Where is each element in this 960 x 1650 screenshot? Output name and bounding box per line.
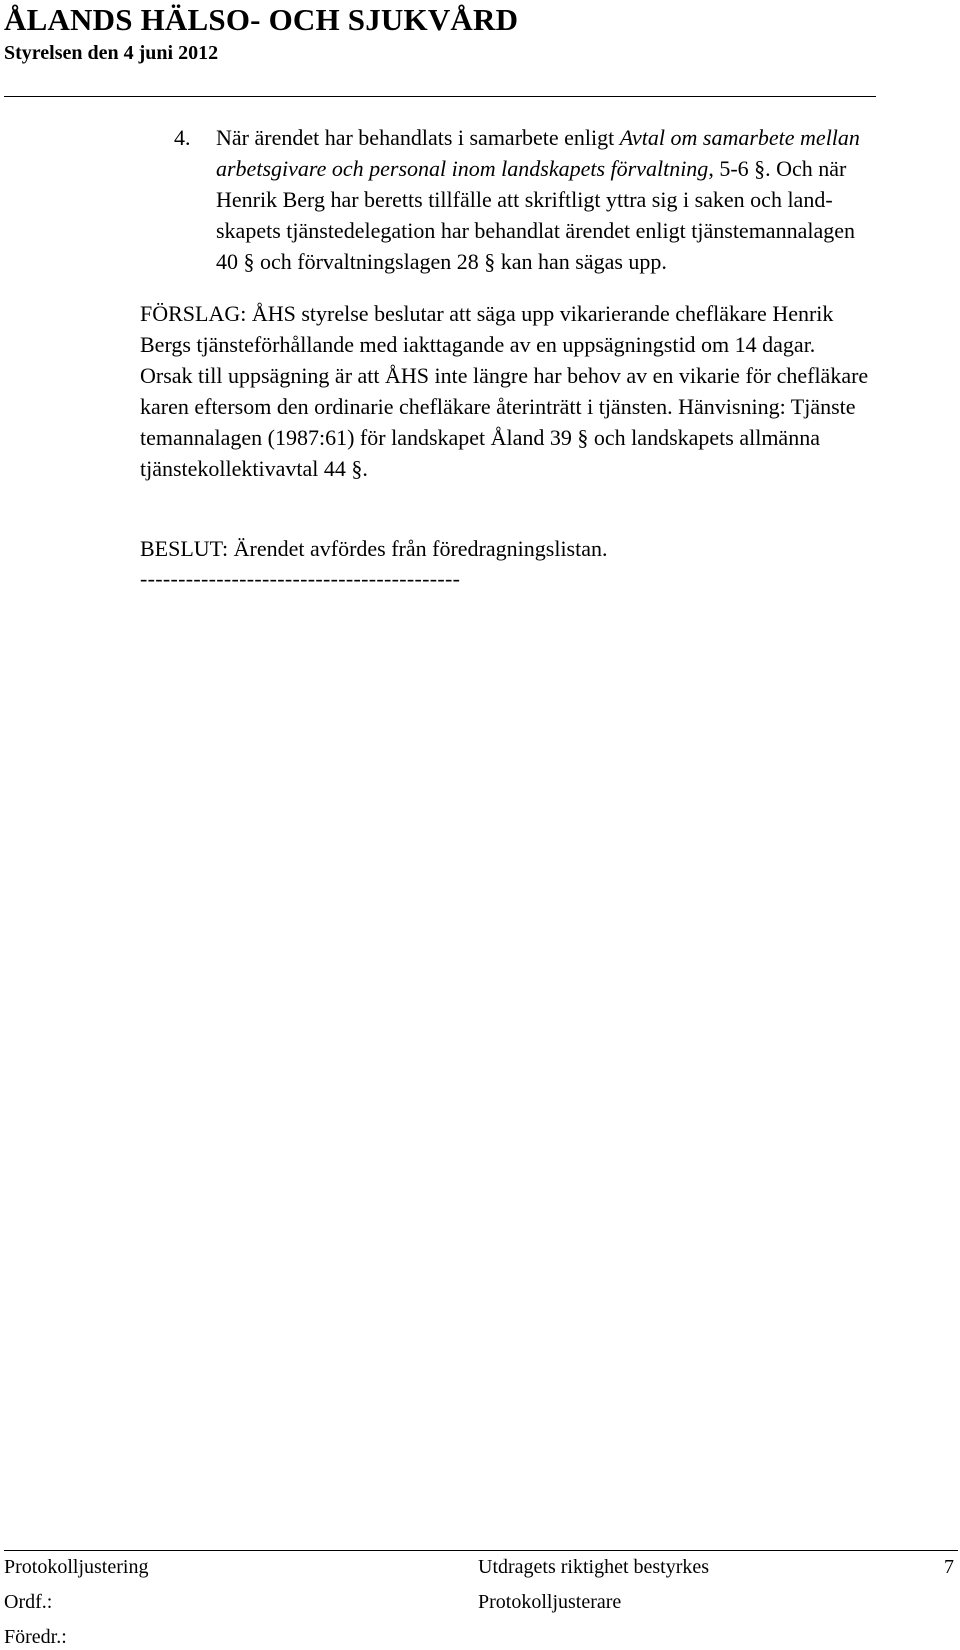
page-number: 7	[944, 1556, 954, 1578]
header-divider	[4, 96, 876, 97]
decision-text: BESLUT: Ärendet avfördes från föredragningslistan.	[140, 536, 608, 561]
meeting-date: Styrelsen den 4 juni 2012	[4, 42, 219, 64]
proposal-line-3: Orsak till uppsägning är att ÅHS inte längre har behov av en vikarie för chefläkare	[140, 363, 869, 388]
footer-foredr: Föredr.:	[4, 1626, 67, 1648]
footer-protokolljusterare: Protokolljusterare	[478, 1591, 622, 1613]
item-line-5: 40 § och förvaltningslagen 28 § kan han sägas upp.	[216, 249, 667, 274]
item-line-2	[216, 153, 846, 184]
item-line-4: skapets tjänstedelegation har behandlat ärendet enligt tjänstemannalagen	[216, 218, 855, 243]
organization-title: ÅLANDS HÄLSO- OCH SJUKVÅRD	[4, 2, 519, 37]
proposal-line-6: tjänstekollektivavtal 44 §.	[140, 456, 368, 481]
item-line-1-text: När ärendet har behandlats i samarbete enligt	[216, 125, 620, 150]
agreement-title-part-1: Avtal om samarbete mellan	[619, 125, 860, 150]
footer-protokolljustering: Protokolljustering	[4, 1556, 149, 1578]
item-line-3: Henrik Berg har beretts tillfälle att skriftligt yttra sig i saken och land-	[216, 187, 833, 212]
proposal-line-2: Bergs tjänsteförhållande med iakttagande av en uppsägningstid om 14 dagar.	[140, 332, 816, 357]
agreement-title-part-2: arbetsgivare och personal inom landskapets förvaltning	[216, 156, 709, 181]
proposal-line-1: FÖRSLAG: ÅHS styrelse beslutar att säga upp vikarierande chefläkare Henrik	[140, 301, 834, 326]
footer-utdragets-riktighet: Utdragets riktighet bestyrkes	[478, 1556, 710, 1578]
proposal-line-5: temannalagen (1987:61) för landskapet Åland 39 § och landskapets allmänna	[140, 425, 820, 450]
proposal-line-4: karen eftersom den ordinarie chefläkare återinträtt i tjänsten. Hänvisning: Tjänste	[140, 394, 856, 419]
dashed-separator: ------------------------------------------	[140, 566, 461, 591]
footer-divider	[4, 1550, 958, 1551]
item-line-2-text: , 5-6 §. Och när	[708, 156, 847, 181]
item-line-1	[216, 122, 860, 153]
item-number: 4.	[174, 125, 191, 150]
footer-ordf: Ordf.:	[4, 1591, 53, 1613]
